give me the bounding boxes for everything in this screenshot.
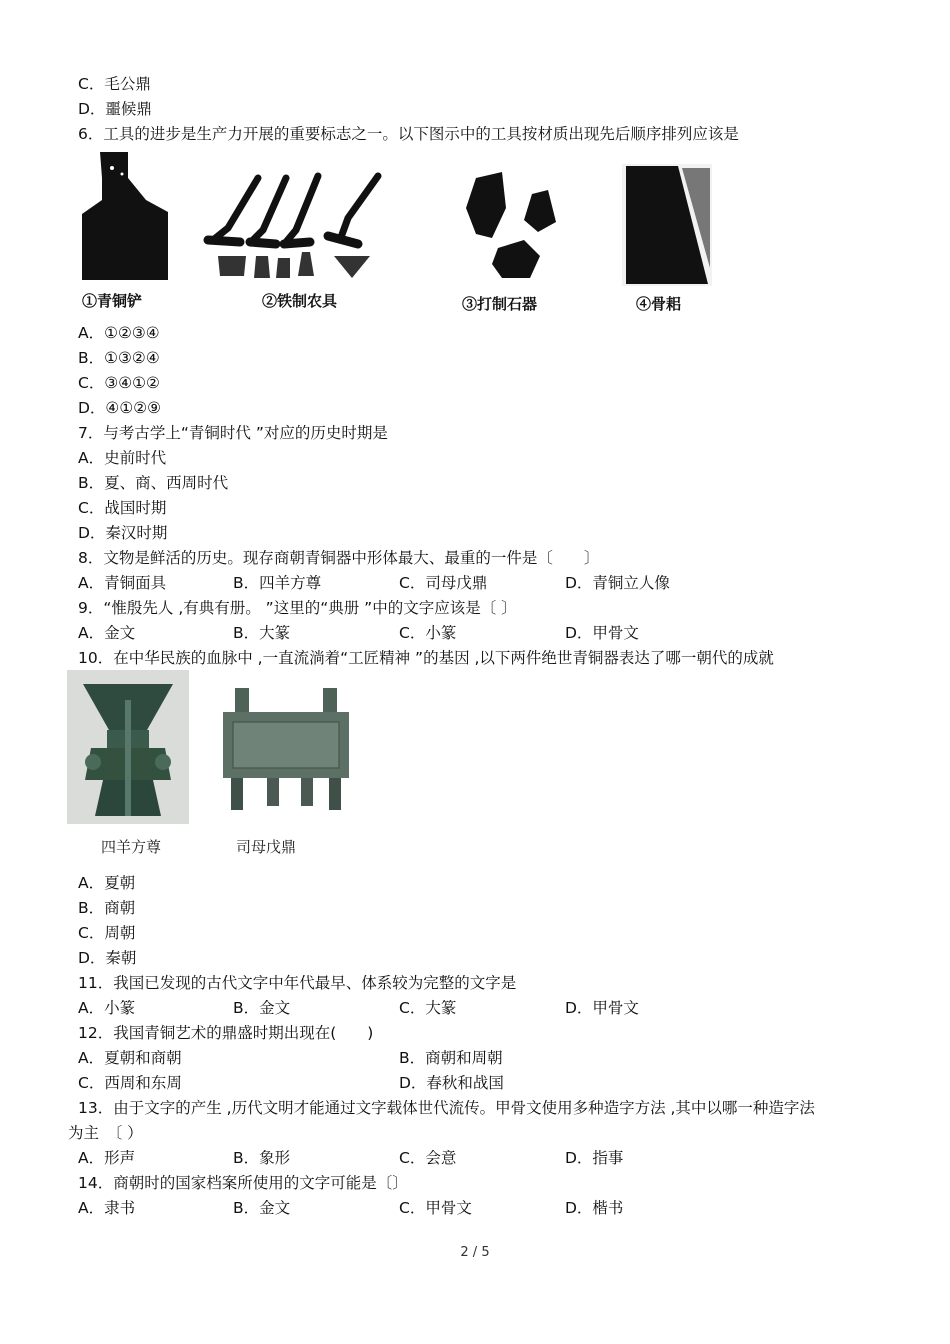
q9-option-a: A．金文 <box>78 624 136 642</box>
q12-stem: 12．我国青铜艺术的鼎盛时期出现在( ) <box>78 1024 374 1042</box>
caption-bronze-shovel: ①青铜铲 <box>82 292 143 310</box>
q12-option-b: B．商朝和周朝 <box>399 1049 503 1067</box>
caption-bone-plough: ④骨耜 <box>636 295 682 313</box>
four-ram-zun-image <box>67 670 189 824</box>
q7-option-b: B．夏、商、西周时代 <box>78 474 229 492</box>
q11-option-a: A．小篆 <box>78 999 136 1017</box>
q13-stem-line2: 为主 〔 ） <box>68 1124 143 1142</box>
chipped-stone-image <box>466 172 556 278</box>
q9-stem: 9．“惟殷先人 ,有典有册。 ”这里的“典册 ”中的文字应该是〔 〕 <box>78 599 517 617</box>
q14-option-c: C．甲骨文 <box>399 1199 472 1217</box>
iron-tools-image <box>208 176 378 244</box>
q7-option-c: C．战国时期 <box>78 499 167 517</box>
caption-four-ram-zun: 四羊方尊 <box>101 838 162 856</box>
q8-option-b: B．四羊方尊 <box>233 574 322 592</box>
q10-option-a: A．夏朝 <box>78 874 136 892</box>
q5-option-c: C．毛公鼎 <box>78 75 151 93</box>
q8-stem: 8．文物是鲜活的历史。现存商朝青铜器中形体最大、最重的一件是〔 〕 <box>78 549 600 567</box>
caption-chipped-stone: ③打制石器 <box>462 295 538 313</box>
q14-option-b: B．金文 <box>233 1199 291 1217</box>
q10-option-d: D．秦朝 <box>78 949 137 967</box>
q9-option-c: C．小篆 <box>399 624 457 642</box>
q14-stem: 14．商朝时的国家档案所使用的文字可能是〔〕 <box>78 1174 408 1192</box>
q8-option-c: C．司母戊鼎 <box>399 574 488 592</box>
q7-option-d: D．秦汉时期 <box>78 524 168 542</box>
q10-stem: 10．在中华民族的血脉中 ,一直流淌着“工匠精神 ”的基因 ,以下两件绝世青铜器表达了哪一朝代的成就 <box>78 649 774 667</box>
bronze-vessels-figure <box>67 670 367 830</box>
q11-stem: 11．我国已发现的古代文字中年代最早、体系较为完整的文字是 <box>78 974 517 992</box>
q12-option-a: A．夏朝和商朝 <box>78 1049 182 1067</box>
q7-option-a: A．史前时代 <box>78 449 167 467</box>
q14-option-a: A．隶书 <box>78 1199 136 1217</box>
q11-option-c: C．大篆 <box>399 999 457 1017</box>
q10-option-b: B．商朝 <box>78 899 136 917</box>
q11-option-b: B．金文 <box>233 999 291 1017</box>
q9-option-d: D．甲骨文 <box>565 624 639 642</box>
q6-option-b: B．①③②④ <box>78 349 160 367</box>
q10-option-c: C．周朝 <box>78 924 136 942</box>
q6-option-d: D．④①②⑨ <box>78 399 162 417</box>
q12-option-c: C．西周和东周 <box>78 1074 182 1092</box>
q7-stem: 7．与考古学上“青铜时代 ”对应的历史时期是 <box>78 424 388 442</box>
q6-stem: 6．工具的进步是生产力开展的重要标志之一。以下图示中的工具按材质出现先后顺序排列应该是 <box>78 125 739 143</box>
q13-option-b: B．象形 <box>233 1149 291 1167</box>
caption-iron-tools: ②铁制农具 <box>262 292 338 310</box>
caption-simuwu-ding: 司母戊鼎 <box>236 838 297 856</box>
q6-option-c: C．③④①② <box>78 374 160 392</box>
bone-plough-image <box>622 164 712 286</box>
q13-option-c: C．会意 <box>399 1149 457 1167</box>
page-number: 2 / 5 <box>460 1245 490 1260</box>
q8-option-a: A．青铜面具 <box>78 574 167 592</box>
q14-option-d: D．楷书 <box>565 1199 624 1217</box>
q11-option-d: D．甲骨文 <box>565 999 639 1017</box>
tools-figure <box>78 148 718 320</box>
bronze-shovel-image <box>82 152 168 280</box>
q13-option-d: D．指事 <box>565 1149 624 1167</box>
q12-option-d: D．春秋和战国 <box>399 1074 504 1092</box>
q8-option-d: D．青铜立人像 <box>565 574 670 592</box>
q5-option-d: D．噩候鼎 <box>78 100 152 118</box>
q9-option-b: B．大篆 <box>233 624 291 642</box>
simuwu-ding-image <box>213 680 363 824</box>
q13-option-a: A．形声 <box>78 1149 136 1167</box>
q13-stem-line1: 13．由于文字的产生 ,历代文明才能通过文字载体世代流传。甲骨文使用多种造字方法 ,其中以哪一种造字法 <box>78 1099 815 1117</box>
q6-option-a: A．①②③④ <box>78 324 160 342</box>
iron-tool-heads <box>218 252 370 278</box>
